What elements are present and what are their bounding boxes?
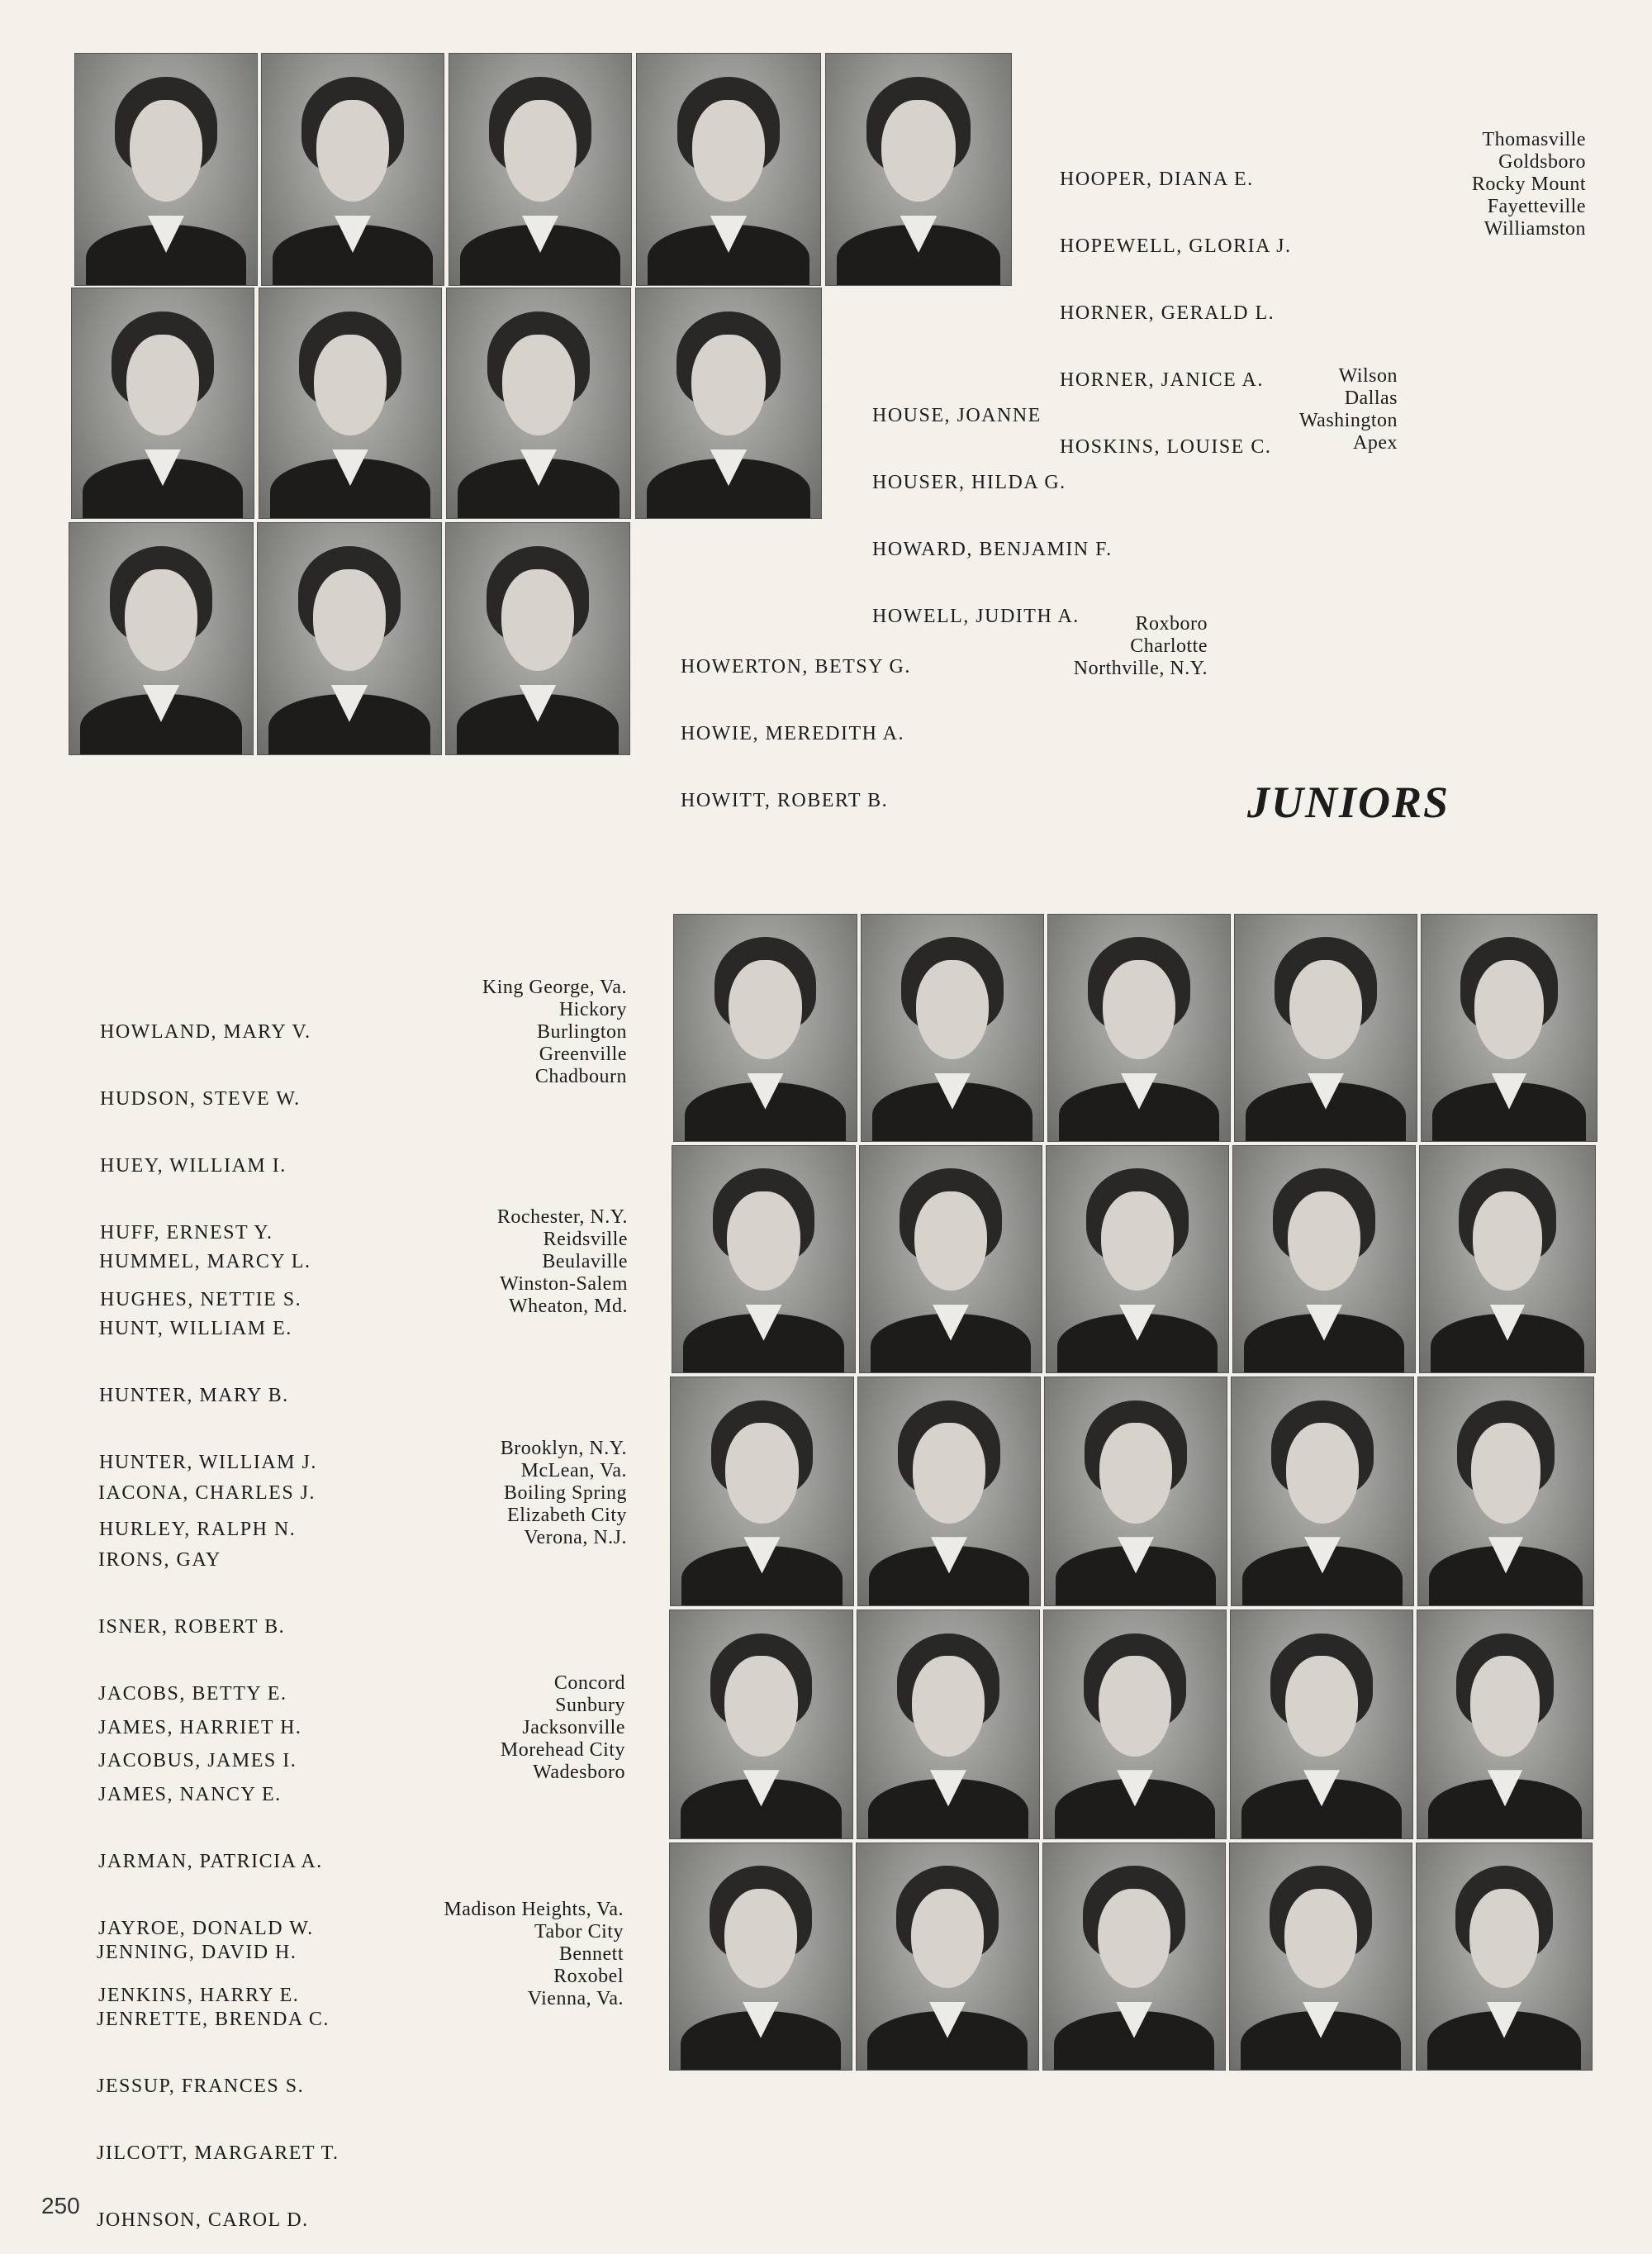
portrait-photo: [669, 1843, 852, 2071]
hometown: Burlington: [536, 1021, 627, 1043]
portrait-photo: [1421, 914, 1597, 1142]
hometown: Jacksonville: [522, 1717, 625, 1738]
section-heading: JUNIORS: [1247, 777, 1450, 827]
portrait-photo: [1046, 1145, 1229, 1373]
hometown: Northville, N.Y.: [1073, 658, 1208, 679]
student-name: IACONA, CHARLES J.: [98, 1482, 316, 1504]
portrait-photo: [445, 522, 630, 755]
student-name: HOWELL, JUDITH A.: [872, 606, 1080, 627]
hometown: Tabor City: [534, 1921, 624, 1943]
student-name: JACOBS, BETTY E.: [98, 1683, 287, 1705]
name-list: [97, 1897, 339, 2254]
student-name: HOPEWELL, GLORIA J.: [1060, 235, 1292, 257]
portrait-photo: [1417, 1610, 1593, 1839]
portrait-photo: [670, 1377, 854, 1606]
portrait-photo: [1416, 1843, 1593, 2071]
hometown: Fayetteville: [1487, 196, 1586, 217]
student-name: HUDSON, STEVE W.: [100, 1088, 301, 1110]
student-name: JAMES, NANCY E.: [98, 1784, 282, 1805]
portrait-photo: [672, 1145, 856, 1373]
portrait-photo: [1419, 1145, 1596, 1373]
student-name: HOUSE, JOANNE: [872, 405, 1042, 426]
hometown: Dallas: [1344, 388, 1398, 409]
student-name: HUNTER, MARY B.: [99, 1385, 289, 1406]
student-name: JESSUP, FRANCES S.: [97, 2076, 305, 2097]
hometown: Winston-Salem: [500, 1273, 628, 1295]
portrait-photo: [259, 288, 442, 519]
hometown: Chadbourn: [534, 1066, 627, 1087]
portrait-photo: [1230, 1610, 1413, 1839]
hometown: Apex: [1353, 432, 1398, 454]
portrait-photo: [1232, 1145, 1416, 1373]
hometown: Concord: [553, 1672, 625, 1694]
portrait-photo: [636, 53, 821, 286]
student-name: HURLEY, RALPH N.: [99, 1519, 297, 1540]
hometown: Morehead City: [500, 1739, 625, 1761]
portrait-photo: [74, 53, 258, 286]
name-list: [681, 611, 911, 835]
name-list: [872, 360, 1113, 650]
hometown-list: [1074, 613, 1208, 680]
hometown: Williamston: [1483, 218, 1586, 240]
hometown-list: [1299, 365, 1398, 454]
student-name: JENNING, DAVID H.: [97, 1942, 297, 1963]
portrait-photo: [1047, 914, 1231, 1142]
portrait-photo: [257, 522, 442, 755]
hometown-list: [501, 1438, 627, 1549]
student-name: HUNTER, WILLIAM J.: [99, 1452, 317, 1473]
hometown: Roxboro: [1135, 613, 1208, 635]
portrait-photo: [71, 288, 254, 519]
hometown-list: [497, 1206, 628, 1318]
student-name: JAMES, HARRIET H.: [98, 1717, 302, 1738]
hometown: Rochester, N.Y.: [496, 1206, 628, 1228]
portrait-photo: [861, 914, 1044, 1142]
hometown-list: [444, 1899, 624, 2010]
portrait-photo: [446, 288, 631, 519]
student-name: ISNER, ROBERT B.: [98, 1616, 286, 1638]
student-name: HUEY, WILLIAM I.: [100, 1155, 287, 1177]
student-name: HOWITT, ROBERT B.: [681, 790, 889, 811]
hometown-list: [501, 1672, 625, 1784]
hometown: Elizabeth City: [507, 1505, 627, 1526]
hometown: Charlotte: [1130, 635, 1208, 657]
hometown: Goldsboro: [1498, 151, 1586, 173]
portrait-photo: [1417, 1377, 1594, 1606]
hometown: Wheaton, Md.: [509, 1296, 628, 1317]
hometown: Wadesboro: [533, 1762, 625, 1783]
hometown: Hickory: [558, 999, 627, 1020]
hometown: Vienna, Va.: [527, 1988, 624, 2009]
student-name: HUMMEL, MARCY L.: [99, 1251, 311, 1272]
student-name: JILCOTT, MARGARET T.: [97, 2142, 339, 2164]
hometown: Madison Heights, Va.: [444, 1899, 624, 1920]
hometown: McLean, Va.: [520, 1460, 627, 1481]
hometown: King George, Va.: [482, 977, 627, 998]
student-name: JOHNSON, CAROL D.: [97, 2209, 309, 2231]
student-name: JAYROE, DONALD W.: [98, 1918, 314, 1939]
hometown: Reidsville: [543, 1229, 628, 1250]
student-name: HOOPER, DIANA E.: [1060, 169, 1254, 190]
hometown: Rocky Mount: [1471, 174, 1586, 195]
student-name: JARMAN, PATRICIA A.: [98, 1851, 323, 1872]
student-name: HORNER, GERALD L.: [1060, 302, 1275, 324]
portrait-photo: [859, 1145, 1042, 1373]
portrait-photo: [1229, 1843, 1412, 2071]
hometown: Beulaville: [542, 1251, 628, 1272]
hometown: Brooklyn, N.Y.: [500, 1438, 627, 1459]
student-name: HUGHES, NETTIE S.: [100, 1289, 302, 1310]
student-name: HUNT, WILLIAM E.: [99, 1318, 292, 1339]
hometown-list: [1472, 129, 1586, 240]
portrait-photo: [1044, 1377, 1227, 1606]
portrait-photo: [1234, 914, 1417, 1142]
student-name: HOWLAND, MARY V.: [100, 1021, 311, 1043]
hometown: Bennett: [558, 1943, 624, 1965]
hometown: Wilson: [1338, 365, 1398, 387]
student-name: JENRETTE, BRENDA C.: [97, 2009, 330, 2030]
portrait-photo: [669, 1610, 853, 1839]
portrait-photo: [635, 288, 822, 519]
portrait-photo: [857, 1610, 1040, 1839]
hometown: Sunbury: [555, 1695, 625, 1716]
page-number: 250: [41, 2193, 80, 2218]
student-name: HUFF, ERNEST Y.: [100, 1222, 273, 1244]
hometown: Thomasville: [1482, 129, 1586, 150]
hometown: Washington: [1298, 410, 1398, 431]
portrait-photo: [1043, 1610, 1227, 1839]
hometown: Greenville: [539, 1044, 627, 1065]
student-name: JACOBUS, JAMES I.: [98, 1750, 297, 1771]
student-name: HOSKINS, LOUISE C.: [1060, 436, 1272, 458]
student-name: HOWARD, BENJAMIN F.: [872, 539, 1113, 560]
hometown-list: [482, 977, 627, 1088]
portrait-photo: [825, 53, 1012, 286]
portrait-photo: [856, 1843, 1039, 2071]
portrait-photo: [69, 522, 254, 755]
hometown: Boiling Spring: [503, 1482, 627, 1504]
student-name: JENKINS, HARRY E.: [98, 1985, 300, 2006]
portrait-photo: [673, 914, 857, 1142]
hometown: Roxobel: [553, 1966, 624, 1987]
student-name: IRONS, GAY: [98, 1549, 221, 1571]
portrait-photo: [1042, 1843, 1226, 2071]
student-name: HOUSER, HILDA G.: [872, 472, 1066, 493]
student-name: HOWERTON, BETSY G.: [681, 656, 911, 678]
portrait-photo: [261, 53, 444, 286]
portrait-photo: [857, 1377, 1041, 1606]
student-name: HORNER, JANICE A.: [1060, 369, 1264, 391]
portrait-photo: [1231, 1377, 1414, 1606]
hometown: Verona, N.J.: [524, 1527, 627, 1548]
portrait-photo: [449, 53, 632, 286]
student-name: HOWIE, MEREDITH A.: [681, 723, 904, 744]
